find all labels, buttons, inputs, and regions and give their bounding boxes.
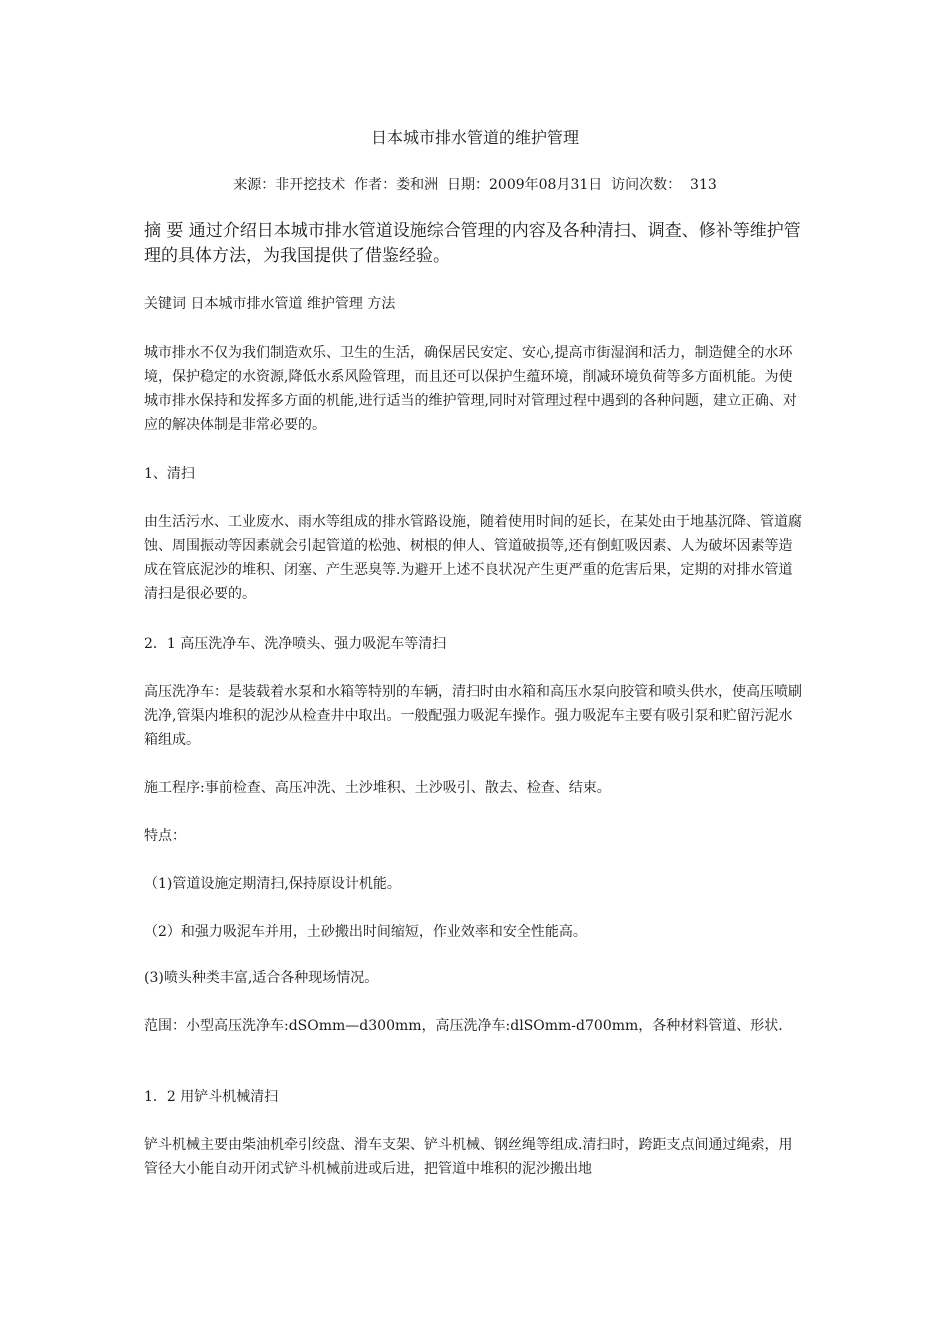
document-title: 日本城市排水管道的维护管理 bbox=[370, 128, 579, 147]
body-paragraph-scope: 范围：小型高压洗净车:dSOmm—d300mm，高压洗净车:dlSOmm-d700mm，各种材料管道、形状. bbox=[144, 1018, 783, 1034]
section-heading-cleaning: 1、清扫 bbox=[144, 466, 195, 482]
body-paragraph-procedure: 施工程序:事前检查、高压冲洗、土沙堆积、土沙吸引、散去、检查、结束。 bbox=[144, 780, 611, 796]
body-paragraph-high-pressure: 高压洗净车：是装载着水泵和水箱等特别的车辆，清扫时由水箱和高压水泵向胶管和喷头供水，使高压喷刷洗净,管渠内堆积的泥沙从检查井中取出。一般配强力吸泥车操作。强力吸泥车主要有吸引泵和贮留污泥水箱组成。 bbox=[144, 684, 802, 748]
body-paragraph-bucket: 铲斗机械主要由柴油机牵引绞盘、滑车支架、铲斗机械、钢丝绳等组成.清扫时，跨距支点间通过绳索，用管径大小能自动开闭式铲斗机械前进或后进，把管道中堆积的泥沙搬出地 bbox=[144, 1137, 793, 1177]
body-paragraph-cleaning: 由生活污水、工业废水、雨水等组成的排水管路设施，随着使用时间的延长，在某处由于地基沉降、管道腐蚀、周围振动等因素就会引起管道的松弛、树根的伸人、管道破损等,还有倒虹吸因素、人为破坏因素等造成在管底泥沙的堆积、闭塞、产生恶臭等.为避开上述不良状况产生更严重的危害后果，定期的对排水管道清扫是很必要的。 bbox=[144, 514, 802, 602]
article-meta-line: 来源：非开挖技术 作者：娄和洲 日期：2009年08月31日 访问次数： 313 bbox=[233, 177, 717, 193]
feature-item-2: （2）和强力吸泥车并用，土砂搬出时间缩短，作业效率和安全性能高。 bbox=[144, 924, 587, 940]
abstract-paragraph: 摘 要 通过介绍日本城市排水管道设施综合管理的内容及各种清扫、调查、修补等维护管理的具体方法，为我国提供了借鉴经验。 bbox=[144, 221, 801, 266]
keywords-line: 关键词 日本城市排水管道 维护管理 方法 bbox=[144, 296, 396, 312]
subsection-heading-high-pressure: 2．1 高压洗净车、洗净喷头、强力吸泥车等清扫 bbox=[144, 636, 447, 652]
feature-item-3: (3)喷头种类丰富,适合各种现场情况。 bbox=[144, 970, 379, 986]
feature-item-1: （1)管道设施定期清扫,保持原设计机能。 bbox=[144, 876, 401, 892]
features-label: 特点： bbox=[144, 828, 186, 844]
body-paragraph-intro: 城市排水不仅为我们制造欢乐、卫生的生活，确保居民安定、安心,提高市街湿润和活力，制造健全的水环境，保护稳定的水资源,降低水系风险管理，而且还可以保护生蕴环境，削减环境负荷等多方面机能。为使城市排水保持和发挥多方面的机能,进行适当的维护管理,同时对管理过程中遇到的各种问题，建立正确、对应的解决体制是非常必要的。 bbox=[144, 345, 797, 433]
subsection-heading-bucket: 1．2 用铲斗机械清扫 bbox=[144, 1089, 279, 1105]
